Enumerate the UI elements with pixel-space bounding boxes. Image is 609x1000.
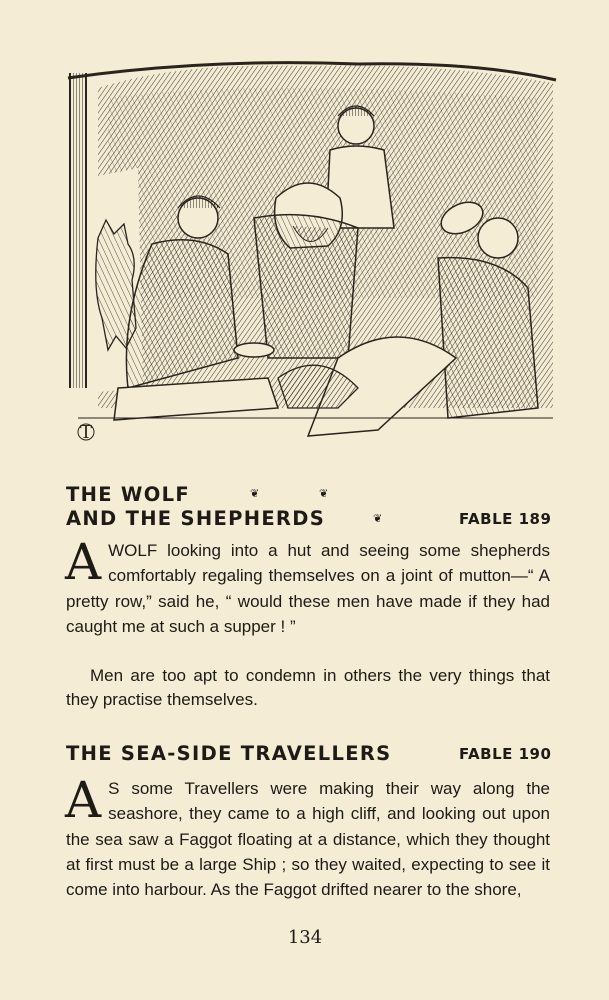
fable-title: THE SEA-SIDE TRAVELLERS [66, 742, 392, 765]
fable-body-text: WOLF looking into a hut and seeing some shepherds comfortably regaling themselves on a joint of mutton—“ A pretty row,” said he, “ would these men have made if they had caught me at such a supper ! ” [66, 541, 550, 636]
fable-title-line-1: THE WOLF [66, 483, 190, 506]
page-number: 134 [287, 927, 323, 948]
fable-title-line-2: AND THE SHEPHERDS [66, 507, 326, 530]
fable-body-text: S some Travellers were making their way along the seashore, they came to a high cliff, and looking out upon the sea saw a Faggot floating at a distance, which they thought at first must be a large Ship ; so they waited, expecting to see it come into harbour. As the Faggot drifted nearer to the shore, [66, 779, 550, 900]
ornament-icon: ❦ [319, 487, 329, 500]
fable-number-label: FABLE 190 [459, 745, 552, 763]
drop-cap: A [65, 771, 102, 829]
fable-moral: Men are too apt to condemn in others the very things that they practise themselves. [66, 666, 550, 709]
fable-body-paragraph [65, 533, 550, 639]
svg-text:T: T [80, 422, 93, 443]
ornament-icon: ❦ [250, 487, 260, 500]
drop-cap: A [65, 533, 102, 591]
fable-body-paragraph [65, 771, 550, 902]
engraving-illustration [58, 58, 558, 450]
ornament-icon: ❦ [373, 512, 383, 525]
fable-number-label: FABLE 189 [459, 510, 552, 528]
